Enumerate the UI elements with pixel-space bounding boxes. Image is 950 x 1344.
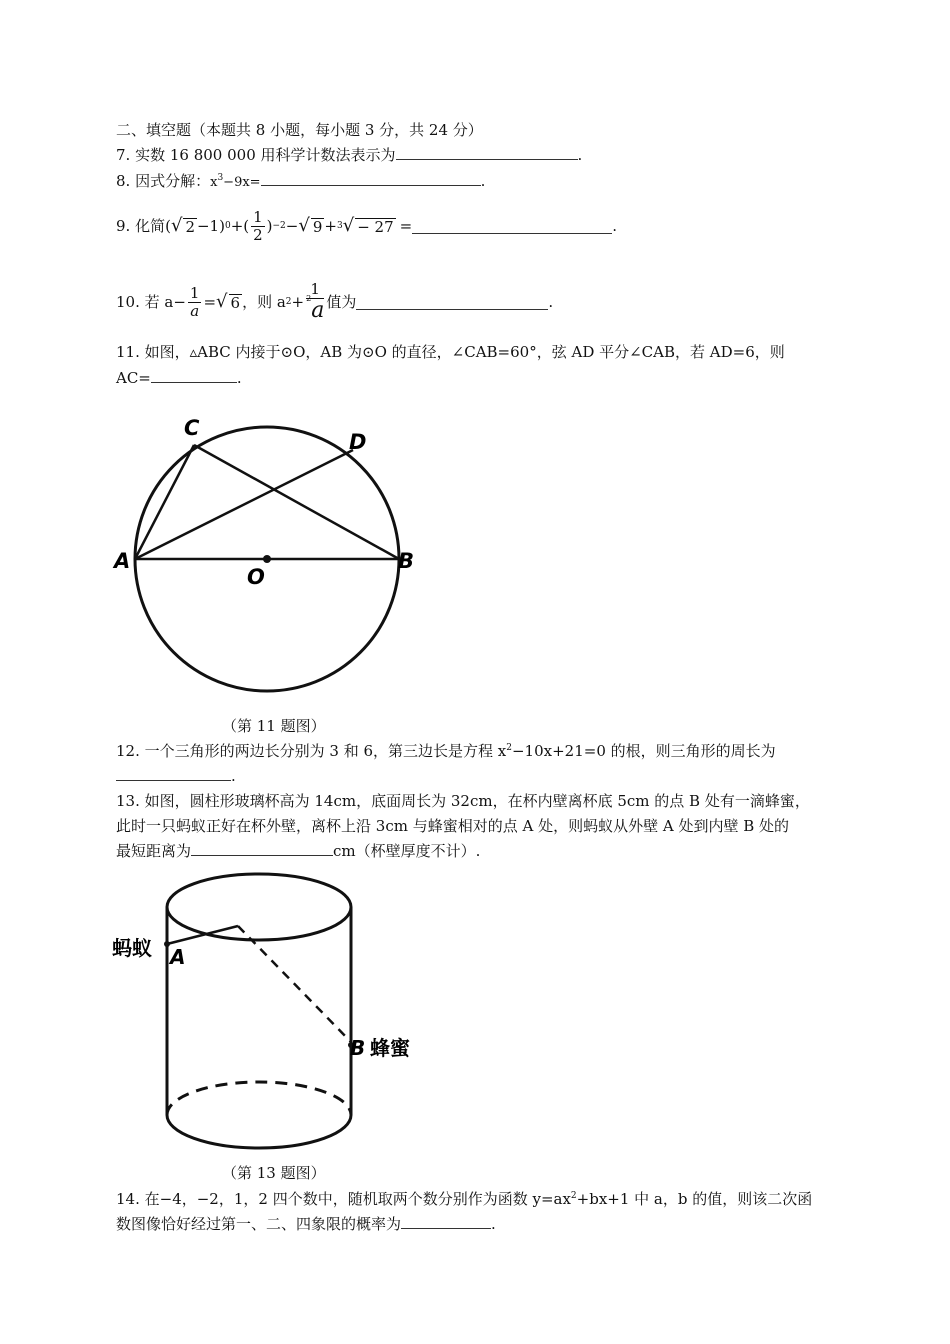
q9-end: . (612, 217, 617, 235)
answer-blank[interactable] (412, 219, 612, 234)
answer-blank[interactable] (356, 295, 548, 310)
question-13-line1: 13. 如图，圆柱形玻璃杯高为 14cm，底面周长为 32cm，在杯内壁离杯底 5cm 的点 B 处有一滴蜂蜜， (116, 792, 810, 810)
q14-line2: 数图像恰好经过第一、二、四象限的概率为 (116, 1215, 402, 1233)
label-c: C (184, 416, 200, 440)
q13-line3-b: cm（杯壁厚度不计）. (333, 842, 481, 860)
q10-num1: 1 (189, 283, 200, 302)
q11-end: . (236, 369, 242, 387)
figure-13-caption: （第 13 题图） (222, 1164, 326, 1182)
q9-cbrt: − 27 (357, 217, 394, 236)
q10-tail: 值为 (326, 293, 357, 311)
q14-exp: 2 (570, 1191, 577, 1201)
label-a: A (114, 549, 131, 573)
q13-line3-a: 最短距离为 (116, 842, 192, 860)
section-heading: 二、填空题（本题共 8 小题，每小题 3 分，共 24 分） (116, 121, 483, 139)
q8-label: 8. 因式分解： (116, 172, 211, 190)
question-13-line2: 此时一只蚂蚁正好在杯外壁，离杯上沿 3cm 与蜂蜜相对的点 A 处，则蚂蚁从外壁 A 处到内壁 B 处的 (116, 817, 790, 835)
q10-den2 (306, 294, 325, 323)
segment-cb (194, 445, 399, 559)
q9-sqrt9: 9 (312, 217, 323, 236)
label-b: B (398, 549, 415, 573)
question-7 (116, 145, 582, 165)
label-a: A (170, 945, 186, 969)
q14-line1-a: 14. 在−4，−2，1，2 四个数中，随机取两个数分别作为函数 y=ax (116, 1190, 571, 1208)
bottom-arc-front (167, 1115, 351, 1148)
q8-end: . (480, 172, 486, 190)
cbrt-symbol: √ (342, 215, 355, 236)
answer-blank[interactable] (151, 368, 237, 383)
figure-11-caption: （第 11 题图） (222, 717, 326, 735)
q10-den1: a (190, 301, 200, 320)
chord-ad (135, 450, 353, 559)
question-13-line3 (116, 841, 480, 861)
q9-num: 1 (253, 207, 263, 226)
label-ant: 蚂蚁 (112, 936, 152, 960)
q9-plus2: + (324, 217, 337, 235)
q9-plus1: +( (230, 217, 250, 235)
q14-line1-b: +bx+1 中 a，b 的值，则该二次函 (576, 1190, 813, 1208)
q10-exp-den: 2 (306, 294, 312, 303)
figure-11 (108, 405, 428, 705)
q10-mid: ，则 a (242, 293, 286, 311)
q10-fraction-2 (306, 281, 324, 323)
q9-sqrt2: 2 (185, 217, 195, 236)
q10-label: 10. 若 a− (116, 293, 186, 311)
q12-line1-a: 12. 一个三角形的两边长分别为 3 和 6，第三边长是方程 x (116, 742, 507, 760)
q10-sqrt6: 6 (230, 293, 241, 312)
question-12-line2 (116, 766, 236, 786)
q11-line2: AC= (116, 369, 151, 387)
q12-exp: 2 (506, 743, 512, 753)
question-14-line2 (116, 1214, 496, 1234)
q8-exp: 3 (217, 173, 224, 183)
sqrt-symbol: √ (216, 291, 228, 312)
question-12 (116, 741, 776, 761)
label-d: D (349, 430, 367, 454)
q9-p1: ( (165, 217, 171, 235)
answer-blank[interactable] (116, 766, 231, 781)
q8-expr-b: −9x= (223, 175, 261, 190)
q10-end: . (548, 293, 554, 311)
q10-eq: = (203, 293, 217, 311)
q8-expr-a: x (210, 175, 218, 190)
q9-fraction (251, 209, 265, 244)
q10-fraction-1 (188, 285, 202, 320)
question-11-line2 (116, 368, 242, 388)
q12-end: . (231, 767, 236, 785)
question-9: 9. 化简 ( √ 2 −1) 0 +( $\frac{1}{2}$ ) −2 − √ 9 + 3 √ − 27 = . (116, 207, 617, 244)
q9-minus: − (285, 217, 299, 235)
label-o: O (247, 565, 265, 589)
label-b: B (350, 1036, 366, 1060)
path-ant-to-rim (167, 926, 238, 944)
q9-label: 9. 化简 (116, 217, 166, 235)
q9-p2: −1) (196, 217, 225, 235)
q12-line1-b: −10x+21=0 的根，则三角形的周长为 (511, 742, 776, 760)
figure-13 (108, 862, 428, 1162)
top-ellipse (167, 874, 351, 940)
q7-end: . (577, 146, 583, 164)
q9-p3: ) (266, 217, 273, 235)
label-honey: 蜂蜜 (370, 1036, 410, 1060)
segment-ac (135, 445, 194, 559)
q14-end: . (491, 1215, 496, 1233)
q9-eq: = (399, 217, 413, 235)
q10-num2: 1 (306, 281, 324, 299)
bottom-arc-back (167, 1082, 351, 1115)
path-rim-to-honey (238, 926, 351, 1042)
answer-blank[interactable] (191, 841, 333, 856)
sqrt-symbol: √ (170, 215, 183, 236)
q10-plus: + (291, 293, 305, 311)
sqrt-symbol: √ (298, 215, 310, 236)
center-point (263, 555, 271, 563)
question-11: 11. 如图，▵ABC 内接于⊙O，AB 为⊙O 的直径，∠CAB=60°，弦 AD 平分∠CAB，若 AD=6，则 (116, 343, 785, 361)
answer-blank[interactable] (401, 1214, 491, 1229)
q10-den2-text: a (311, 298, 325, 323)
answer-blank[interactable] (261, 171, 481, 186)
question-10: 10. 若 a− $\frac{1}{a}$ = √ 6 ，则 a 2 + $\frac{1}{^2a}$ 值为 . (116, 280, 554, 323)
q9-den: 2 (253, 225, 263, 244)
q7-text: 7. 实数 16 800 000 用科学计数法表示为 (116, 146, 396, 164)
question-14 (116, 1189, 812, 1209)
answer-blank[interactable] (396, 145, 578, 160)
question-8 (116, 171, 485, 193)
